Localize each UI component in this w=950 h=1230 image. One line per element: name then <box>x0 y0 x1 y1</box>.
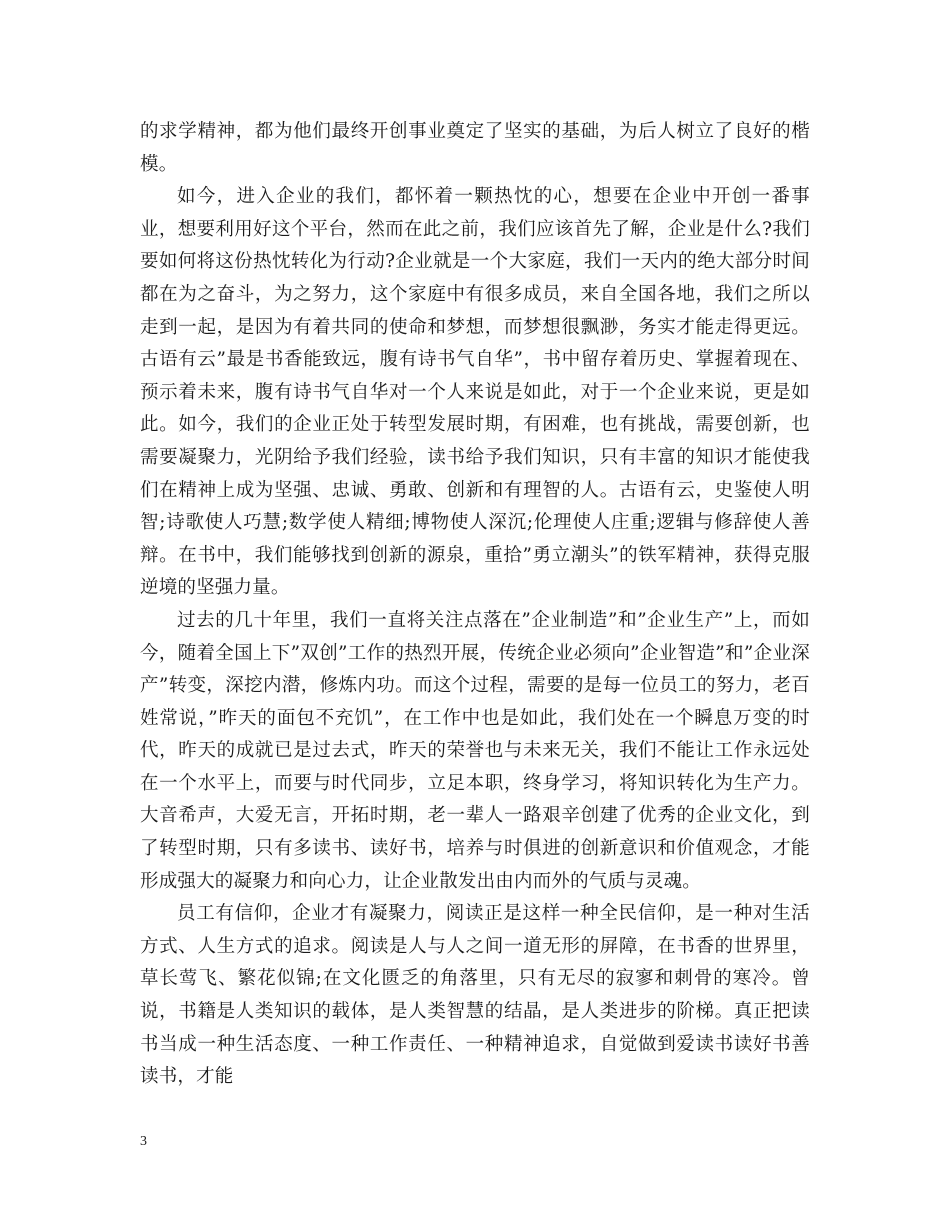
paragraph-continuation: 的求学精神，都为他们最终开创事业奠定了坚实的基础，为后人树立了良好的楷模。 <box>140 121 810 175</box>
page-number: 3 <box>140 1134 147 1149</box>
paragraph: 员工有信仰，企业才有凝聚力，阅读正是这样一种全民信仰，是一种对生活方式、人生方式的追求。阅读是人与人之间一道无形的屏障，在书香的世界里，草长莺飞、繁花似锦;在文化匮乏的角落里，只有无尽的寂寥和刺骨的寒冷。曾说，书籍是人类知识的载体，是人类智慧的结晶，是人类进步的阶梯。真正把读书当成一种生活态度、一种工作责任、一种精神追求，自觉做到爱读书读好书善读书，才能 <box>140 903 810 1088</box>
body-text <box>140 116 810 1094</box>
paragraph: 过去的几十年里，我们一直将关注点落在”企业制造”和”企业生产”上，而如今，随着全国上下”双创”工作的热烈开展，传统企业必须向”企业智造”和”企业深产”转变，深挖内潜，修炼内功。而这个过程，需要的是每一位员工的努力，老百姓常说，”昨天的面包不充饥”，在工作中也是如此，我们处在一个瞬息万变的时代，昨天的成就已是过去式，昨天的荣誉也与未来无关，我们不能让工作永远处在一个水平上，而要与时代同步，立足本职，终身学习，将知识转化为生产力。大音希声，大爱无言，开拓时期，老一辈人一路艰辛创建了优秀的企业文化，到了转型时期，只有多读书、读好书，培养与时俱进的创新意识和价值观念，才能形成强大的凝聚力和向心力，让企业散发出由内而外的气质与灵魂。 <box>140 609 810 892</box>
paragraph: 如今，进入企业的我们，都怀着一颗热忱的心，想要在企业中开创一番事业，想要利用好这个平台，然而在此之前，我们应该首先了解，企业是什么?我们要如何将这份热忱转化为行动?企业就是一个大家庭，我们一天内的绝大部分时间都在为之奋斗，为之努力，这个家庭中有很多成员，来自全国各地，我们之所以走到一起，是因为有着共同的使命和梦想，而梦想很飘渺，务实才能走得更远。古语有云”最是书香能致远，腹有诗书气自华”，书中留存着历史、掌握着现在、预示着未来，腹有诗书气自华对一个人来说是如此，对于一个企业来说，更是如此。如今，我们的企业正处于转型发展时期，有困难，也有挑战，需要创新，也需要凝聚力，光阴给予我们经验，读书给予我们知识，只有丰富的知识才能使我们在精神上成为坚强、忠诚、勇敢、创新和有理智的人。古语有云，史鉴使人明智;诗歌使人巧慧;数学使人精细;博物使人深沉;伦理使人庄重;逻辑与修辞使人善辩。在书中，我们能够找到创新的源泉，重拾”勇立潮头”的铁军精神，获得克服逆境的坚强力量。 <box>140 186 810 599</box>
